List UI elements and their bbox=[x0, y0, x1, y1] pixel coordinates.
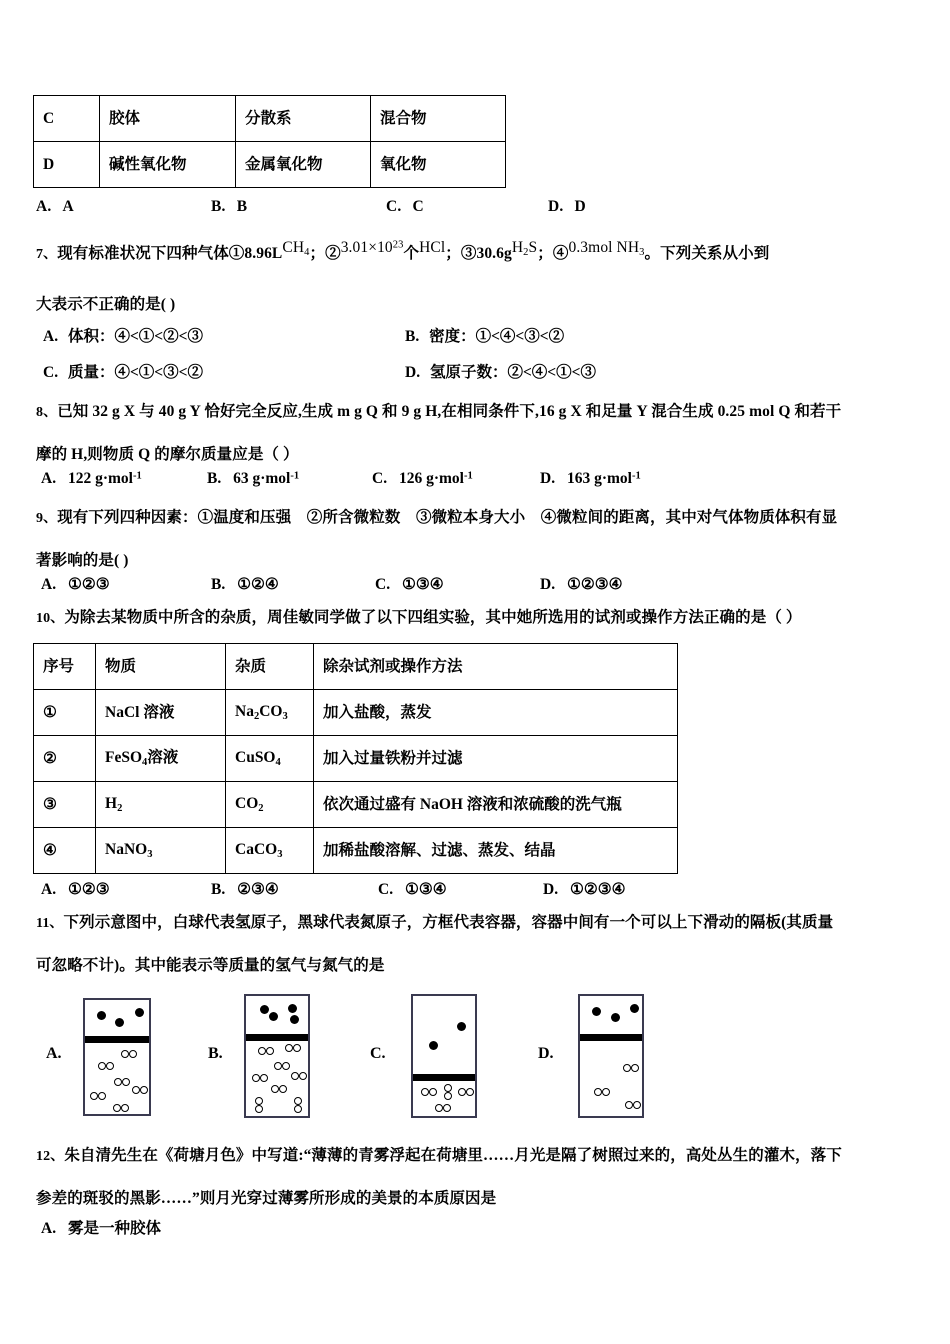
q8-stem-line1 bbox=[36, 404, 931, 420]
q10-option-a[interactable] bbox=[41, 880, 110, 899]
q8-number: 8、 bbox=[36, 405, 58, 420]
q10-option-c[interactable] bbox=[378, 880, 447, 899]
q11-stem-line2: 可忽略不计)。其中能表示等质量的氢气与氮气的是 bbox=[36, 957, 385, 974]
option-key: C. bbox=[372, 470, 388, 487]
cell-c-3: 混合物 bbox=[371, 96, 506, 142]
option-key: A. bbox=[41, 881, 57, 898]
figure-d-label: D. bbox=[538, 1045, 554, 1062]
impurity-removal-table bbox=[33, 643, 678, 874]
cell-d-3: 氧化物 bbox=[371, 142, 506, 188]
q10-stem-line1 bbox=[36, 610, 936, 626]
hydrogen-molecule bbox=[258, 1047, 275, 1055]
q7-sep2: ； bbox=[445, 245, 461, 263]
hydrogen-molecule bbox=[132, 1086, 149, 1094]
q9-stem-line1 bbox=[36, 510, 934, 526]
option-key: B. bbox=[405, 328, 420, 345]
q7-item1-formula bbox=[282, 240, 309, 258]
table-row bbox=[34, 828, 678, 874]
q8-option-c[interactable] bbox=[372, 470, 473, 488]
cell-d-2: 金属氧化物 bbox=[236, 142, 371, 188]
q7-item2-number bbox=[341, 240, 404, 256]
row-label-d: D bbox=[34, 142, 100, 188]
q11-line1-text: 下列示意图中，白球代表氢原子，黑球代表氮原子，方框代表容器，容器中间有一个可以上下滑动的隔板(其质量 bbox=[63, 914, 834, 931]
option-sup: -1 bbox=[290, 470, 300, 482]
option-text: 密度：①<④<③<② bbox=[429, 328, 565, 345]
q9-option-c[interactable] bbox=[375, 575, 444, 594]
hydrogen-molecule bbox=[90, 1092, 107, 1100]
option-sup: -1 bbox=[132, 470, 142, 482]
q12-line1-text: 朱自清先生在《荷塘月色》中写道:“薄薄的青雾浮起在荷塘里……月光是隔了树照过来的，高处丛生的灌木，落下 bbox=[64, 1147, 842, 1164]
formula-sub: 3 bbox=[639, 246, 645, 258]
hydrogen-molecule-vertical bbox=[255, 1097, 263, 1114]
option-key: B. bbox=[211, 881, 226, 898]
cell-no: ③ bbox=[34, 782, 96, 828]
figure-c-label: C. bbox=[370, 1045, 386, 1062]
q7-option-c[interactable] bbox=[43, 360, 203, 382]
q7-item2-formula: HCl bbox=[419, 239, 446, 256]
option-key: B. bbox=[211, 576, 226, 593]
nitrogen-atom bbox=[97, 1011, 106, 1020]
nitrogen-atom bbox=[592, 1007, 601, 1016]
option-key: D. bbox=[405, 364, 421, 381]
q11-number: 11、 bbox=[36, 916, 64, 931]
hydrogen-molecule bbox=[458, 1088, 475, 1096]
q8-option-d[interactable] bbox=[540, 470, 641, 488]
q7-option-a[interactable] bbox=[43, 324, 203, 346]
hydrogen-molecule bbox=[435, 1104, 452, 1112]
q7-option-d[interactable] bbox=[405, 360, 596, 382]
row-label-c: C bbox=[34, 96, 100, 142]
vessel-d bbox=[578, 994, 644, 1118]
header-no: 序号 bbox=[34, 644, 96, 690]
q9-option-a[interactable] bbox=[41, 575, 110, 594]
q8-stem-line2: 摩的 H,则物质 Q 的摩尔质量应是（ ） bbox=[36, 446, 299, 463]
q10-option-b[interactable] bbox=[211, 880, 279, 899]
number-base: 3.01×10 bbox=[340, 239, 393, 256]
cell-no: ① bbox=[34, 690, 96, 736]
cell-no: ④ bbox=[34, 828, 96, 874]
sliding-divider bbox=[85, 1036, 149, 1043]
hydrogen-molecule bbox=[623, 1064, 640, 1072]
vessel-a bbox=[83, 998, 151, 1116]
hydrogen-molecule bbox=[594, 1088, 611, 1096]
q7-item4-formula bbox=[568, 240, 644, 258]
hydrogen-molecule bbox=[291, 1072, 308, 1080]
q9-number: 9、 bbox=[36, 511, 58, 526]
hydrogen-molecule bbox=[114, 1078, 131, 1086]
q11-figure-row bbox=[0, 990, 950, 1130]
header-substance: 物质 bbox=[96, 644, 226, 690]
option-text: ①③④ bbox=[401, 576, 444, 593]
q9-line1-text: 现有下列四种因素：①温度和压强 ②所含微粒数 ③微粒本身大小 ④微粒间的距离，其中对气体物质体积有显 bbox=[57, 509, 838, 526]
q11-stem-line1 bbox=[36, 915, 936, 931]
table-row bbox=[34, 782, 678, 828]
nitrogen-atom bbox=[611, 1013, 620, 1022]
q8-line1-text: 已知 32 g X 与 40 g Y 恰好完全反应,生成 m g Q 和 9 g H,在相同条件下,16 g X 和足量 Y 混合生成 0.25 mol Q 和若干 bbox=[57, 403, 842, 420]
q7-option-b[interactable] bbox=[405, 324, 564, 346]
option-text: D bbox=[574, 198, 586, 215]
option-key: B. bbox=[207, 470, 222, 487]
q9-option-d[interactable] bbox=[540, 575, 623, 594]
option-key: C. bbox=[375, 576, 391, 593]
q8-option-b[interactable] bbox=[207, 470, 299, 488]
q7-item3-formula bbox=[512, 240, 537, 258]
option-key: D. bbox=[543, 881, 559, 898]
option-text: 雾是一种胶体 bbox=[67, 1220, 161, 1237]
table-row bbox=[34, 142, 506, 188]
formula-base: H bbox=[511, 239, 524, 256]
q6-option-c[interactable] bbox=[386, 198, 424, 216]
hydrogen-molecule bbox=[421, 1088, 438, 1096]
table-row bbox=[34, 96, 506, 142]
option-text: 质量：④<①<③<② bbox=[67, 364, 203, 381]
nitrogen-atom bbox=[269, 1012, 278, 1021]
q12-stem-line1 bbox=[36, 1148, 936, 1164]
option-key: D. bbox=[548, 198, 564, 215]
cell-method: 加入盐酸，蒸发 bbox=[314, 690, 678, 736]
vessel-b bbox=[244, 994, 310, 1118]
formula-tail: S bbox=[528, 239, 538, 256]
q12-option-a[interactable] bbox=[41, 1216, 161, 1238]
option-key: D. bbox=[540, 576, 556, 593]
cell-c-1: 胶体 bbox=[100, 96, 236, 142]
option-sup: -1 bbox=[631, 470, 641, 482]
q7-number: 7、 bbox=[36, 247, 58, 263]
formula-sub: 2 bbox=[523, 246, 529, 258]
q7-item2-circle: ② bbox=[325, 245, 341, 263]
option-value: 163 g·mol bbox=[566, 470, 632, 487]
q7-item3-value: 30.6g bbox=[476, 245, 512, 263]
option-sup: -1 bbox=[463, 470, 473, 482]
option-text: A bbox=[62, 198, 74, 215]
table-row bbox=[34, 690, 678, 736]
table-header-row bbox=[34, 644, 678, 690]
sliding-divider bbox=[413, 1074, 475, 1081]
option-text: C bbox=[412, 198, 424, 215]
option-key: C. bbox=[386, 198, 402, 215]
cell-d-1: 碱性氧化物 bbox=[100, 142, 236, 188]
nitrogen-atom bbox=[135, 1008, 144, 1017]
nitrogen-atom bbox=[260, 1005, 269, 1014]
option-text: ①②③ bbox=[67, 881, 110, 898]
q7-item4-circle: ④ bbox=[552, 245, 569, 263]
q10-option-d[interactable] bbox=[543, 880, 626, 899]
q10-number: 10、 bbox=[36, 611, 65, 626]
option-text: ①②③④ bbox=[569, 881, 626, 898]
q7-stem-tail: 。下列关系从小到 bbox=[644, 245, 770, 263]
q12-number: 12、 bbox=[36, 1149, 65, 1164]
sliding-divider bbox=[580, 1034, 642, 1041]
option-key: C. bbox=[43, 364, 59, 381]
cell-substance: FeSO$_4$溶液 bbox=[96, 736, 226, 782]
cell-impurity: CaCO$_3$ bbox=[226, 828, 314, 874]
formula-base: CH bbox=[282, 239, 305, 256]
hydrogen-molecule bbox=[625, 1101, 642, 1109]
nitrogen-atom bbox=[630, 1004, 639, 1013]
q7-item3-circle: ③ bbox=[460, 245, 477, 263]
option-key: A. bbox=[41, 576, 57, 593]
option-text: ①③④ bbox=[404, 881, 447, 898]
nitrogen-atom bbox=[429, 1041, 438, 1050]
q7-sep1: ； bbox=[309, 245, 326, 263]
nitrogen-atom bbox=[457, 1022, 466, 1031]
option-value: 126 g·mol bbox=[398, 470, 464, 487]
q9-stem-line2: 著影响的是( ) bbox=[36, 552, 129, 569]
option-value: 122 g·mol bbox=[67, 470, 133, 487]
q10-line1-text: 为除去某物质中所含的杂质，周佳敏同学做了以下四组实验，其中她所选用的试剂或操作方法正确的是（ ） bbox=[64, 609, 802, 626]
option-text: ①②③④ bbox=[566, 576, 623, 593]
q6-option-d[interactable] bbox=[548, 198, 586, 216]
q6-option-b[interactable] bbox=[211, 198, 247, 216]
hydrogen-molecule bbox=[113, 1104, 130, 1112]
hydrogen-molecule bbox=[271, 1085, 288, 1093]
q7-stem-line2: 大表示不正确的是( ) bbox=[36, 296, 176, 313]
cell-substance: NaCl 溶液 bbox=[96, 690, 226, 736]
option-text: ①②③ bbox=[67, 576, 110, 593]
q7-stem-part1: 现有标准状况下四种气体① bbox=[57, 245, 245, 263]
nitrogen-atom bbox=[115, 1018, 124, 1027]
option-key: C. bbox=[378, 881, 394, 898]
cell-substance: NaNO$_3$ bbox=[96, 828, 226, 874]
hydrogen-molecule-vertical bbox=[444, 1084, 452, 1101]
option-text: B bbox=[236, 198, 248, 215]
cell-impurity: $Na_2CO_3$ bbox=[226, 690, 314, 736]
hydrogen-molecule bbox=[285, 1044, 302, 1052]
cell-impurity: CuSO$_4$ bbox=[226, 736, 314, 782]
cell-method: 加稀盐酸溶解、过滤、蒸发、结晶 bbox=[314, 828, 678, 874]
q8-option-a[interactable] bbox=[41, 470, 142, 488]
option-value: 63 g·mol bbox=[233, 470, 291, 487]
formula-base: 0.3mol NH bbox=[568, 239, 640, 256]
hydrogen-molecule bbox=[274, 1062, 291, 1070]
q7-item2-mid: 个 bbox=[403, 245, 420, 263]
nitrogen-atom bbox=[288, 1004, 297, 1013]
cell-no: ② bbox=[34, 736, 96, 782]
option-text: ②③④ bbox=[237, 881, 279, 898]
cell-method: 依次通过盛有 NaOH 溶液和浓硫酸的洗气瓶 bbox=[314, 782, 678, 828]
q9-option-b[interactable] bbox=[211, 575, 279, 594]
cell-c-2: 分散系 bbox=[236, 96, 371, 142]
cell-impurity: $CO_2$ bbox=[226, 782, 314, 828]
q12-stem-line2: 参差的斑驳的黑影……”则月光穿过薄雾所形成的美景的本质原因是 bbox=[36, 1190, 497, 1207]
classification-table bbox=[33, 95, 506, 188]
vessel-c bbox=[411, 994, 477, 1118]
q7-item1-value: 8.96L bbox=[244, 245, 283, 263]
option-key: A. bbox=[41, 1220, 57, 1237]
cell-method: 加入过量铁粉并过滤 bbox=[314, 736, 678, 782]
formula-sub: 4 bbox=[304, 246, 310, 258]
option-key: A. bbox=[36, 198, 52, 215]
option-key: A. bbox=[41, 470, 57, 487]
option-key: A. bbox=[43, 328, 59, 345]
option-text: ①②④ bbox=[237, 576, 279, 593]
sliding-divider bbox=[246, 1034, 308, 1041]
q6-option-a[interactable] bbox=[36, 198, 74, 216]
option-key: D. bbox=[540, 470, 556, 487]
header-impurity: 杂质 bbox=[226, 644, 314, 690]
cell-substance: $H_2$ bbox=[96, 782, 226, 828]
hydrogen-molecule bbox=[98, 1062, 115, 1070]
nitrogen-atom bbox=[290, 1015, 299, 1024]
option-text: 氢原子数：②<④<①<③ bbox=[429, 364, 596, 381]
figure-b-label: B. bbox=[208, 1045, 223, 1062]
q7-stem bbox=[36, 240, 926, 262]
header-method: 除杂试剂或操作方法 bbox=[314, 644, 678, 690]
q7-sep3: ； bbox=[537, 245, 553, 263]
hydrogen-molecule-vertical bbox=[294, 1097, 302, 1114]
option-text: 体积：④<①<②<③ bbox=[67, 328, 203, 345]
table-row bbox=[34, 736, 678, 782]
figure-a-label: A. bbox=[46, 1045, 62, 1062]
number-exp: 23 bbox=[392, 239, 404, 251]
hydrogen-molecule bbox=[252, 1074, 269, 1082]
hydrogen-molecule bbox=[121, 1050, 138, 1058]
option-key: B. bbox=[211, 198, 226, 215]
